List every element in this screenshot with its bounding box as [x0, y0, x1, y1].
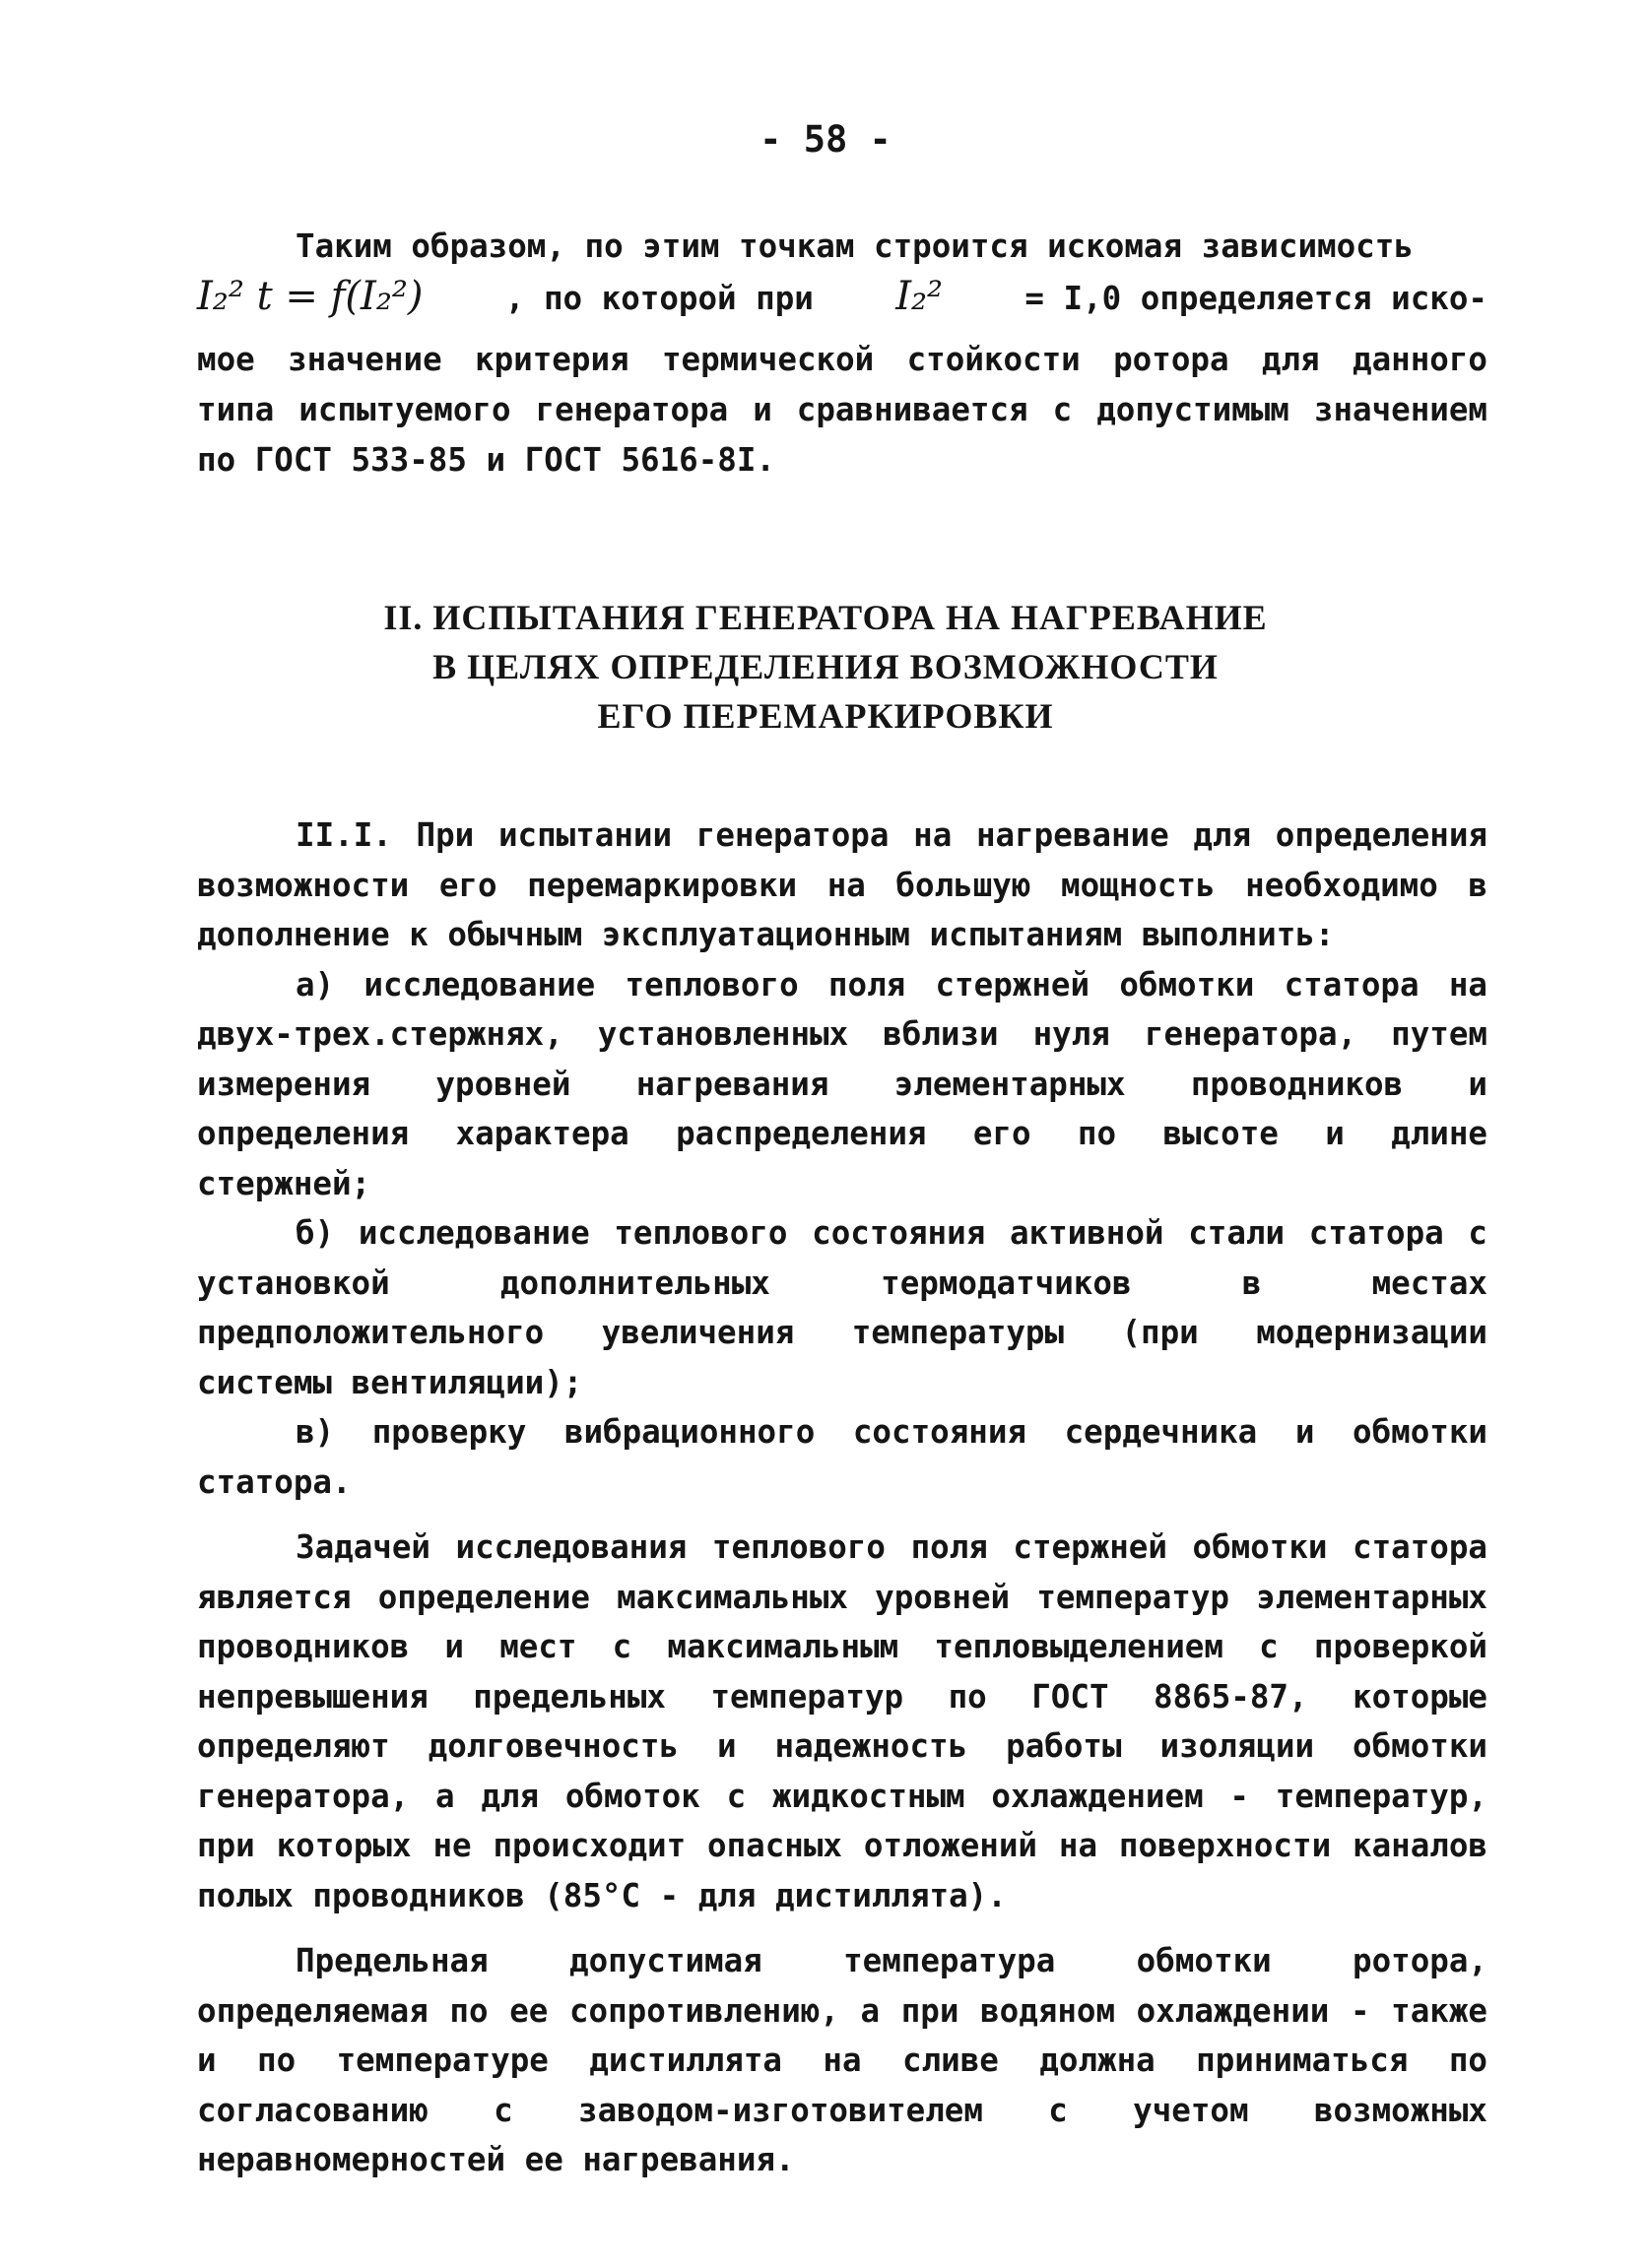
formula-line: [197, 272, 1487, 335]
paragraph-rotor-temperature: Предельная допустимая температура обмотки ротора, определяемая по ее сопротивлению, а при водяном охлаждении - также и по температуре дистиллята на сливе должна приниматься по согласованию с заводом-изготовителем с учетом возможных неравномерностей ее нагревания.: [197, 1942, 1487, 2178]
section-body: [197, 810, 1487, 2185]
section-heading-line-3: ЕГО ПЕРЕМАРКИРОВКИ: [597, 696, 1054, 736]
formula-after-text: = I,0 определяется иско-: [1024, 280, 1487, 317]
intro-rest: мое значение критерия термической стойкости ротора для данного типа испытуемого генератора и сравнивается с допустимым значением по ГОСТ 533-85 и ГОСТ 5616-8I.: [197, 341, 1487, 479]
paragraph-task: Задачей исследования теплового поля стержней обмотки статора является определение максимальных уровней температур элементарных проводников и мест с максимальным тепловыделением с проверкой непревышения предельных температур по ГОСТ 8865-87, которые определяют долговечность и надежность работы изоляции обмотки генератора, а для обмоток с жидкостным охлаждением - температур, при которых не происходит опасных отложений на поверхности каналов полых проводников (85°С - для дистиллята).: [197, 1528, 1487, 1914]
section-heading-line-1: II. ИСПЫТАНИЯ ГЕНЕРАТОРА НА НАГРЕВАНИЕ: [383, 598, 1268, 637]
intro-line-1: Таким образом, по этим точкам строится искомая зависимость: [296, 227, 1414, 265]
list-item-c: в) проверку вибрационного состояния сердечника и обмотки статора.: [197, 1413, 1487, 1501]
paragraph-2-1: II.I. При испытании генератора на нагревание для определения возможности его перемаркировки на большую мощность необходимо в дополнение к обычным эксплуатационным испытаниям выполнить:: [197, 816, 1487, 953]
formula-mid-text: , по которой при: [504, 280, 814, 317]
page-number: - 58 -: [759, 118, 892, 161]
section-heading-line-2: В ЦЕЛЯХ ОПРЕДЕЛЕНИЯ ВОЗМОЖНОСТИ: [432, 647, 1219, 686]
formula-right: I₂²: [895, 274, 944, 319]
list-item-a: а) исследование теплового поля стержней обмотки статора на двух-трех.стержнях, установленных вблизи нуля генератора, путем измерения уровней нагревания элементарных проводников и определения характера распределения его по высоте и длине стержней;: [197, 965, 1487, 1202]
section-heading: [0, 593, 1651, 741]
list-item-b: б) исследование теплового состояния активной стали статора с установкой дополнительных термодатчиков в местах предположительного увеличения температуры (при модернизации системы вентиляции);: [197, 1214, 1487, 1401]
formula-left: I₂² t = f(I₂²): [197, 274, 424, 319]
intro-paragraph: [197, 222, 1487, 486]
